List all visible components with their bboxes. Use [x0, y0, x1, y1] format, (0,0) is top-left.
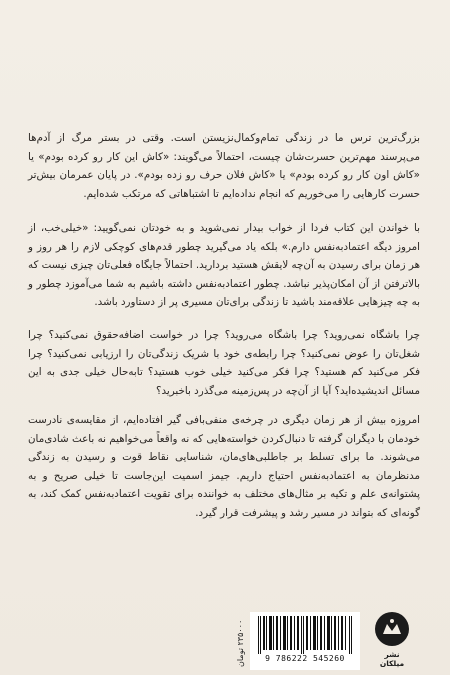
- paragraph-text: امروزه بیش از هر زمان دیگری در چرخه‌ی منفی‌بافی گیر افتاده‌ایم، از مقایسه‌ی نادرست خودمان با دیگران گرفته تا دنبال‌کردن خواسته‌هایی که نه واقعاً می‌خواهیم نه باعث شادی‌مان می‌شوند. ما برای تسلط بر جاطلبی‌های‌مان، شناسایی نقاط قوت و رسیدن به زندگی مدنظرمان به اعتمادبه‌نفس احتیاج داریم. جیمز اسمیت این‌جاست تا خیلی صریح و به پشتوانه‌ی علم و تکیه بر مثال‌های مختلف به خواننده برای تقویت اعتمادبه‌نفس کمک کند، به گونه‌ای که بتواند در مسیر رشد و پیشرفت قرار گیرد.: [28, 414, 420, 519]
- barcode: [250, 612, 360, 670]
- paragraph-author-note: [28, 411, 420, 523]
- publisher-name: نشر میلکان: [379, 650, 405, 668]
- paragraph-text: چرا باشگاه نمی‌روید؟ چرا باشگاه می‌روید؟ چرا در خواست اضافه‌حقوق نمی‌کنید؟ چرا شغل‌تان را عوض نمی‌کنید؟ چرا رابطه‌ی خود با شریک زندگی‌تان را ارزیابی نمی‌کنید؟ چرا فکر می‌کنید کم هستید؟ چرا فکر می‌کنید خیلی خوب هستید؟ تابه‌حال خیلی جدی به این مسائل اندیشیده‌اید؟ آیا از آن‌چه در پس‌زمینه می‌گذرد باخبرید؟: [28, 329, 420, 397]
- paragraph-intro: [28, 129, 420, 203]
- publisher-logo-icon: [375, 612, 409, 646]
- barcode-number: 9 786222 545260: [265, 654, 345, 663]
- price-label: ۲۳۵۰۰۰ تومان: [236, 619, 245, 667]
- paragraph-questions: [28, 326, 420, 400]
- paragraph-text: با خواندن این کتاب فردا از خواب بیدار نمی‌شوید و به خودتان نمی‌گویید: «خیلی‌خب، از امروز دیگه اعتمادبه‌نفس دارم.» بلکه یاد می‌گیرید چطور قدم‌های کوچکی لازم را هر روز و هر زمان برای رسیدن به آن‌چه لایقش هستید بردارید. احتمالاً جایگاه فعلی‌تان چیزی نیست که بالاترفتن از آن امکان‌پذیر نباشد. چطور اعتمادبه‌نفس داشته باشیم به شما می‌آموزد چطور و به چه چیزهایی علاقه‌مند باشید تا زندگی برای‌تان مسیری پر از دستاورد باشد.: [27, 222, 420, 309]
- paragraph-text: بزرگ‌ترین ترس ما در زندگی تمام‌وکمال‌نزیستن است. وقتی در بستر مرگ از آدم‌ها می‌پرسند مهم‌ترین حسرت‌شان چیست، احتمالاً می‌گویند: «کاش این کار رو کرده بودم» یا «کاش اون کار رو کرده بودم» یا «کاش فلان حرف رو زده بودم». در پایان عمرمان بیش‌تر حسرت کارهایی را می‌خوریم که انجام نداده‌ایم تا اشتباهاتی که مرتکب شده‌ایم.: [28, 132, 420, 200]
- paragraph-book-promise: [28, 219, 420, 312]
- publisher-logo: [372, 612, 412, 670]
- barcode-icon: [258, 616, 352, 654]
